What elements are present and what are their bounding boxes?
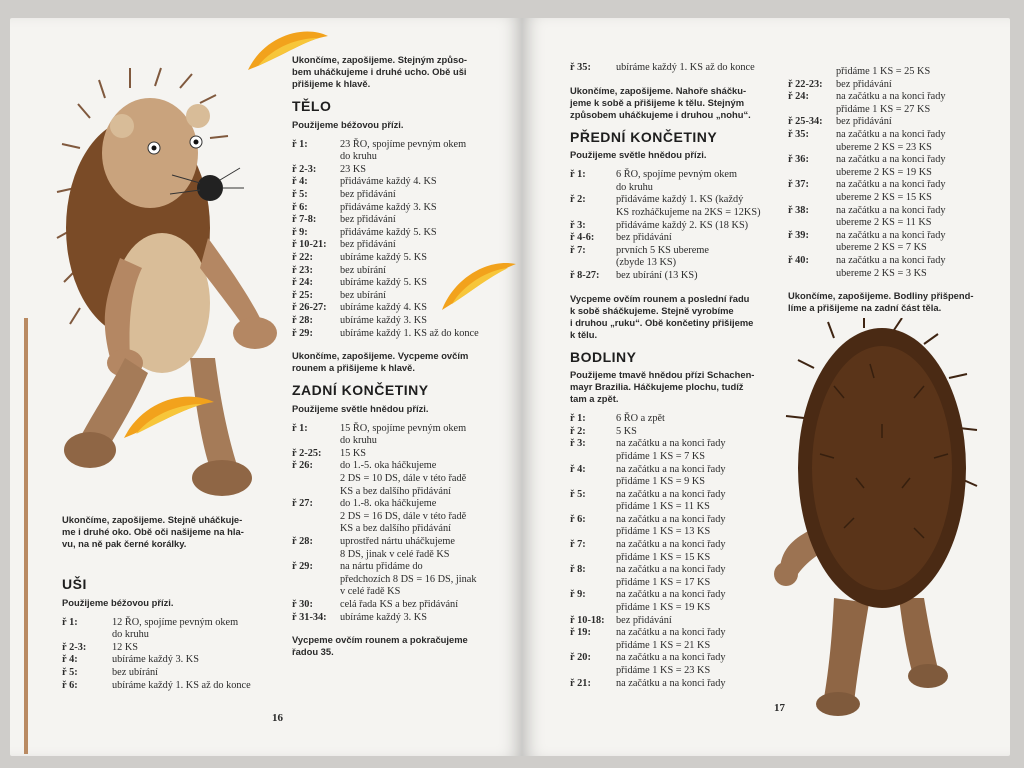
row-label: ř 28:: [292, 314, 313, 326]
row-label: ř 2:: [570, 194, 586, 206]
row-label: ř 38:: [788, 204, 809, 216]
row-text: 15 ŘO, spojíme pevným okem do kruhu: [340, 422, 467, 447]
row-text: celá řada KS a bez přidávání: [340, 599, 459, 610]
right-page: [522, 18, 1010, 756]
zadni-rows: [292, 423, 514, 625]
row-text: přidáváme každý 2. KS (18 KS): [616, 219, 749, 231]
row-label: ř 20:: [570, 652, 591, 664]
row-text: bez přidávání: [616, 232, 672, 244]
instruction-row: [570, 245, 786, 270]
row-text: 12 ŘO, spojíme pevným okem do kruhu: [112, 616, 239, 641]
page-number-right: 17: [774, 702, 785, 714]
row-label: ř 1:: [292, 138, 308, 150]
row-label: ř 8:: [570, 564, 586, 576]
instruction-row: [292, 599, 514, 612]
row-label: ř 6:: [570, 513, 586, 525]
row-text: 23 ŘO, spojíme pevným okem do kruhu: [340, 138, 467, 163]
bodliny-cont-end-note: Ukončíme, zapošijeme. Bodliny přišpend- líme a přišijeme na zadní část těla.: [788, 290, 974, 314]
zadni-note: Použijeme světle hnědou přízi.: [292, 402, 429, 414]
bodliny-cont-rows: [788, 79, 998, 281]
leaf-decoration-icon: [120, 390, 216, 442]
row-text: 15 KS: [340, 447, 367, 459]
row-label: ř 2-25:: [292, 447, 322, 459]
instruction-row: [570, 270, 786, 283]
row-text: na nártu přidáme do předchozích 8 DS = 16 DS, jinak v celé řadě KS: [340, 561, 477, 598]
row-text: ubíráme každý 5. KS: [340, 251, 427, 263]
row-label: ř 9:: [570, 589, 586, 601]
row-label: ř 27:: [292, 498, 313, 510]
row-text: na začátku a na konci řady přidáme 1 KS = 15 KS: [616, 539, 726, 563]
row-text: ubíráme každý 3. KS: [340, 314, 427, 326]
instruction-row: [62, 680, 282, 693]
row-label: ř 7-8:: [292, 214, 317, 226]
instruction-row: [788, 116, 998, 129]
bodliny-section: [570, 348, 786, 691]
row-label: ř 2-3:: [292, 163, 317, 175]
row-label: ř 6:: [62, 679, 78, 691]
row-text: na začátku a na konci řady přidáme 1 KS = 17 KS: [616, 564, 726, 588]
row-text: přidáváme každý 1. KS (každý KS rozháčkujeme na 2KS = 12KS): [616, 194, 761, 218]
row-label: ř 3:: [570, 438, 586, 450]
row-text: 23 KS: [340, 163, 367, 175]
bodliny-note: Použijeme tmavě hnědou přízi Schachen- mayr Brazilia. Háčkujeme plochu, tudíž tam a zpět.: [570, 369, 755, 405]
row-text: na začátku a na konci řady: [616, 677, 726, 689]
row-label: ř 3:: [570, 219, 586, 231]
row-label: ř 5:: [570, 488, 586, 500]
row-label: ř 6:: [292, 201, 308, 213]
row-label: ř 1:: [570, 169, 586, 181]
row-label: ř 26:: [292, 460, 313, 472]
row-text: bez přidávání: [836, 116, 892, 128]
row-text: bez ubírání (13 KS): [616, 269, 698, 281]
row-label: ř 4:: [292, 176, 308, 188]
row-label: ř 1:: [292, 422, 308, 434]
telo-note: Použijeme béžovou přízi.: [292, 118, 404, 130]
usi-heading: UŠI: [62, 576, 87, 592]
instruction-row: [570, 62, 786, 75]
row-label: ř 7:: [570, 244, 586, 256]
instruction-row: [62, 667, 282, 680]
row-text: na začátku a na konci řady přidáme 1 KS = 9 KS: [616, 463, 726, 488]
instruction-row: [570, 627, 786, 652]
row-text: ubíráme každý 1. KS až do konce: [616, 62, 755, 73]
row-label: ř 29:: [292, 327, 313, 339]
hedgehog-front-photo: [50, 58, 300, 518]
row-label: ř 2-3:: [62, 641, 87, 653]
row-label: ř 28:: [292, 536, 313, 548]
row-label: ř 4-6:: [570, 232, 595, 244]
predni-section: [570, 128, 786, 341]
bodliny-heading: BODLINY: [570, 348, 637, 365]
row-text: prvních 5 KS ubereme (zbyde 13 KS): [616, 244, 709, 269]
row-text: bez přidávání: [340, 188, 396, 200]
row-text: 6 ŘO a zpět: [616, 413, 665, 425]
instruction-row: [788, 255, 998, 280]
row-label: ř 9:: [292, 226, 308, 238]
predni-heading: PŘEDNÍ KONČETINY: [570, 128, 718, 145]
row-label: ř 5:: [62, 666, 78, 678]
instruction-row: [788, 129, 998, 154]
row-text: ubíráme každý 3. KS: [340, 611, 427, 623]
row-text: do 1.-8. oka háčkujeme 2 DS = 16 DS, dále v této řadě KS a bez dalšího přidávání: [340, 498, 467, 535]
left-page: [10, 18, 522, 756]
row-text: bez ubírání: [112, 666, 159, 678]
row-text: na začátku a na konci řady ubereme 2 KS = 11 KS: [836, 204, 946, 229]
instruction-row: [570, 514, 786, 539]
row-label: ř 23:: [292, 264, 313, 276]
row-text: 5 KS: [616, 425, 637, 437]
row-text: na začátku a na konci řady přidáme 1 KS = 11 KS: [616, 488, 726, 513]
telo-rows: [292, 139, 514, 341]
row-text: bez přidávání: [340, 239, 396, 251]
row-label: ř 4:: [62, 654, 78, 666]
row-label: ř 40:: [788, 254, 809, 266]
row-label: ř 31-34:: [292, 611, 327, 623]
row-text: do 1.-5. oka háčkujeme 2 DS = 10 DS, dále v této řadě KS a bez dalšího přidávání: [340, 460, 467, 497]
bodliny-rows: [570, 413, 786, 690]
predni-note: Použijeme světle hnědou přízi.: [570, 149, 707, 161]
row-text: přidáváme každý 3. KS: [340, 201, 437, 213]
instruction-row: [788, 79, 998, 92]
row-text: uprostřed nártu uháčkujeme 8 DS, jinak v celé řadě KS: [340, 536, 455, 560]
row-text: na začátku a na konci řady ubereme 2 KS = 7 KS: [836, 229, 946, 254]
instruction-row: [292, 290, 514, 303]
row-label: ř 39:: [788, 229, 809, 241]
row-label: ř 8-27:: [570, 269, 600, 281]
row-label: ř 1:: [62, 616, 78, 628]
row-text: 6 ŘO, spojíme pevným okem do kruhu: [616, 169, 737, 193]
ear-intro-note: Ukončíme, zapošijeme. Stejným způso- bem uháčkujeme i druhé ucho. Obě uši přišijeme k hlavě.: [292, 54, 468, 89]
instruction-row: [292, 252, 514, 265]
row-label: ř 26-27:: [292, 302, 327, 314]
row-label: ř 10-21:: [292, 239, 327, 251]
instruction-row: [570, 564, 786, 589]
book-spread: [10, 18, 1010, 756]
row-label: ř 7:: [570, 539, 586, 551]
instruction-row: [570, 413, 786, 426]
instruction-row: [292, 265, 514, 278]
row-text: na začátku a na konci řady přidáme 1 KS = 13 KS: [616, 513, 726, 538]
instruction-row: [570, 615, 786, 628]
row-text: na začátku a na konci řady přidáme 1 KS = 21 KS: [616, 627, 726, 651]
instruction-row: [292, 227, 514, 240]
row-text: přidáváme každý 5. KS: [340, 226, 437, 238]
row-label: ř 5:: [292, 188, 308, 200]
row-label: ř 21:: [570, 677, 591, 689]
row-text: bez ubírání: [340, 264, 387, 276]
predni-rows: [570, 169, 786, 282]
zadni-cont-rows: [570, 62, 786, 75]
zadni-end-note: Vycpeme ovčím rounem a pokračujeme řadou 35.: [292, 634, 468, 658]
row-label: ř 10-18:: [570, 614, 605, 626]
instruction-row: [570, 489, 786, 514]
row-text: na začátku a na konci řady ubereme 2 KS = 19 KS: [836, 154, 946, 178]
predni-end-note: Vycpeme ovčím rounem a poslední řadu k sobě sháčkujeme. Stejně vyrobíme i druhou „ruku“. Obě končetiny přišijeme k tělu.: [570, 292, 754, 340]
instruction-row: [292, 612, 514, 625]
row-text: na začátku a na konci řady přidáme 1 KS = 19 KS: [616, 589, 726, 614]
instruction-row: [292, 202, 514, 215]
instruction-row: [788, 91, 998, 116]
row-text: ubíráme každý 5. KS: [340, 277, 427, 289]
instruction-row: [292, 277, 514, 290]
row-label: ř 19:: [570, 627, 591, 639]
row-label: ř 29:: [292, 561, 313, 573]
page-edge-strip: [24, 318, 28, 754]
row-text: na začátku a na konci řady ubereme 2 KS = 15 KS: [836, 179, 946, 203]
instruction-row: [292, 176, 514, 189]
row-text: bez přidávání: [616, 614, 672, 626]
row-text: bez přidávání: [340, 214, 396, 226]
instruction-row: [788, 230, 998, 255]
row-label: ř 37:: [788, 179, 809, 191]
telo-end-note: Ukončíme, zapošijeme. Vycpeme ovčím rounem a přišijeme k hlavě.: [292, 350, 469, 374]
instruction-row: [788, 179, 998, 204]
usi-note: Použijeme béžovou přízi.: [62, 596, 174, 608]
zadni-cont-end-note: Ukončíme, zapošijeme. Nahoře sháčku- jeme k sobě a přišijeme k tělu. Stejným způsobem uháčkujeme i druhou „nohu“.: [570, 84, 751, 120]
instruction-row: [62, 617, 282, 642]
instruction-row: [570, 438, 786, 463]
instruction-row: [292, 315, 514, 328]
instruction-row: [292, 328, 514, 341]
row-label: ř 24:: [292, 277, 313, 289]
row-text: na začátku a na konci řady přidáme 1 KS = 27 KS: [836, 91, 946, 115]
row-label: ř 35:: [788, 128, 809, 140]
row-label: ř 22:: [292, 251, 313, 263]
instruction-row: [788, 205, 998, 230]
instruction-row: [292, 239, 514, 252]
instruction-row: [292, 423, 514, 448]
row-label: ř 36:: [788, 154, 809, 166]
instruction-row: [292, 139, 514, 164]
row-text: přidáváme každý 4. KS: [340, 176, 437, 188]
instruction-row: [292, 189, 514, 202]
instruction-row: [292, 460, 514, 498]
row-text: na začátku a na konci řady přidáme 1 KS = 23 KS: [616, 652, 726, 676]
zadni-heading: ZADNÍ KONČETINY: [292, 382, 429, 399]
row-text: ubíráme každý 1. KS až do konce: [112, 679, 251, 691]
instruction-row: [788, 154, 998, 179]
row-label: ř 24:: [788, 91, 809, 103]
instruction-row: [62, 654, 282, 667]
instruction-row: [570, 220, 786, 233]
zadni-section: [292, 384, 514, 658]
row-text: na začátku a na konci řady ubereme 2 KS = 3 KS: [836, 254, 946, 279]
row-text: ubíráme každý 3. KS: [112, 654, 199, 666]
instruction-row: [292, 164, 514, 177]
instruction-row: [570, 652, 786, 677]
telo-section: [292, 100, 514, 374]
row-text: ubíráme každý 1. KS až do konce: [340, 327, 479, 339]
row-label: ř 4:: [570, 463, 586, 475]
row-label: ř 30:: [292, 599, 313, 610]
instruction-row: [570, 678, 786, 691]
usi-section: [62, 568, 282, 702]
page-number-left: 16: [272, 712, 283, 724]
instruction-row: [570, 589, 786, 614]
row-text: ubíráme každý 4. KS: [340, 302, 427, 314]
instruction-row: [292, 302, 514, 315]
row-text: bez ubírání: [340, 289, 387, 301]
row-label: ř 22-23:: [788, 78, 823, 90]
instruction-row: [62, 642, 282, 655]
instruction-row: [292, 561, 514, 599]
instruction-row: [292, 498, 514, 536]
row-label: ř 2:: [570, 425, 586, 437]
row-label: ř 25-34:: [788, 116, 823, 128]
instruction-row: [570, 232, 786, 245]
hedgehog-back-photo: [774, 318, 984, 718]
bodliny-cont-top-line: přidáme 1 KS = 25 KS: [836, 66, 931, 77]
instruction-row: [570, 426, 786, 439]
usi-rows: [62, 617, 282, 693]
instruction-row: [292, 536, 514, 561]
row-label: ř 35:: [570, 62, 591, 73]
row-text: 12 KS: [112, 641, 139, 653]
instruction-row: [570, 194, 786, 219]
row-text: na začátku a na konci řady ubereme 2 KS = 23 KS: [836, 128, 946, 153]
row-text: na začátku a na konci řady přidáme 1 KS = 7 KS: [616, 438, 726, 462]
row-label: ř 25:: [292, 289, 313, 301]
row-text: bez přidávání: [836, 78, 892, 90]
instruction-row: [570, 169, 786, 194]
instruction-row: [570, 464, 786, 489]
photo-caption: Ukončíme, zapošijeme. Stejně uháčkuje- me i druhé oko. Obě oči našijeme na hla- vu, na ně pak černé korálky.: [62, 514, 244, 549]
instruction-row: [292, 214, 514, 227]
instruction-row: [570, 539, 786, 564]
telo-heading: TĚLO: [292, 98, 332, 114]
row-label: ř 1:: [570, 413, 586, 425]
instruction-row: [292, 448, 514, 461]
